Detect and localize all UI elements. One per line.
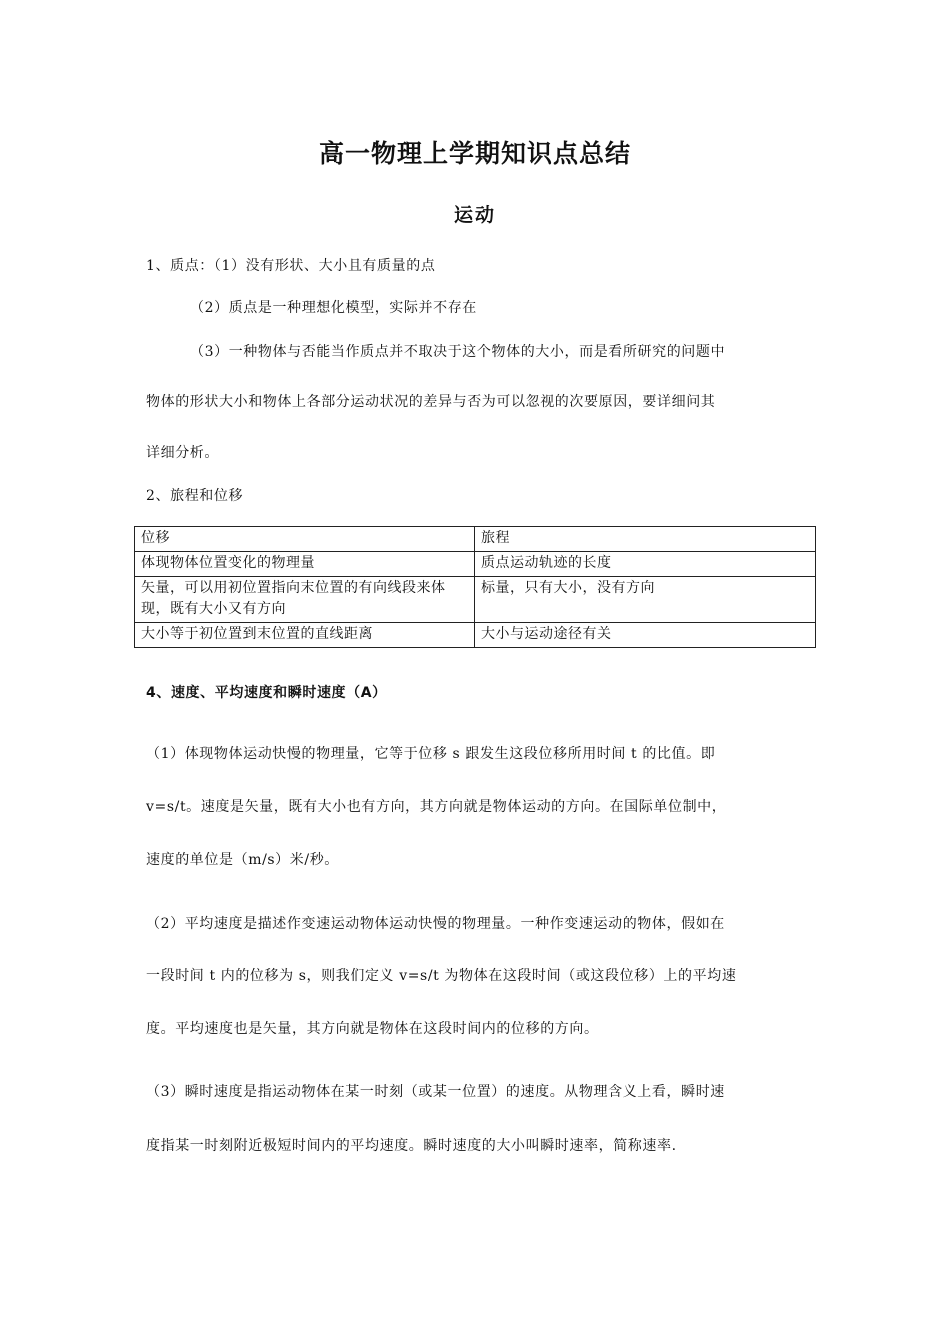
item1-line3: （3）一种物体与否能当作质点并不取决于这个物体的大小，而是看所研究的问题中 — [190, 344, 726, 360]
table-cell: 大小与运动途径有关 — [475, 623, 816, 648]
item2-heading: 2、旅程和位移 — [146, 488, 244, 504]
table-row — [135, 577, 816, 623]
table-cell: 大小等于初位置到末位置的直线距离 — [135, 623, 475, 648]
table-header-row — [135, 527, 816, 552]
item4-p3-line2: 度指某一时刻附近极短时间内的平均速度。瞬时速度的大小叫瞬时速率，简称速率. — [146, 1138, 677, 1154]
item1-line4: 物体的形状大小和物体上各部分运动状况的差异与否为可以忽视的次要原因，要详细问其 — [146, 394, 716, 410]
item4-p1-line1: （1）体现物体运动快慢的物理量，它等于位移 s 跟发生这段位移所用时间 t 的比值。即 — [146, 746, 716, 762]
table-row — [135, 552, 816, 577]
item1-line2: （2）质点是一种理想化模型，实际并不存在 — [190, 300, 477, 316]
table-row — [135, 623, 816, 648]
item4-p3-line1: （3）瞬时速度是指运动物体在某一时刻（或某一位置）的速度。从物理含义上看，瞬时速 — [146, 1084, 725, 1100]
table-cell: 质点运动轨迹的长度 — [475, 552, 816, 577]
table-cell: 体现物体位置变化的物理量 — [135, 552, 475, 577]
section-title: 运动 — [453, 204, 496, 226]
document-title: 高一物理上学期知识点总结 — [318, 139, 631, 168]
item4-p1-line3: 速度的单位是（m/s）米/秒。 — [146, 852, 339, 868]
item1-line1: 1、质点：（1）没有形状、大小且有质量的点 — [146, 258, 436, 274]
item1-line5: 详细分析。 — [146, 445, 219, 461]
item4-p1-line2: v=s/t。速度是矢量，既有大小也有方向，其方向就是物体运动的方向。在国际单位制中， — [146, 799, 727, 815]
item4-p2-line2: 一段时间 t 内的位移为 s，则我们定义 v=s/t 为物体在这段时间（或这段位移）上的平均速 — [146, 968, 737, 984]
table-cell: 矢量，可以用初位置指向末位置的有向线段来体现，既有大小又有方向 — [135, 577, 475, 623]
item4-heading: 4、速度、平均速度和瞬时速度（A） — [146, 685, 387, 701]
item4-p2-line1: （2）平均速度是描述作变速运动物体运动快慢的物理量。一种作变速运动的物体，假如在 — [146, 916, 725, 932]
table-header-cell: 旅程 — [475, 527, 816, 552]
item4-p2-line3: 度。平均速度也是矢量，其方向就是物体在这段时间内的位移的方向。 — [146, 1021, 599, 1037]
table-header-cell: 位移 — [135, 527, 475, 552]
table-cell: 标量，只有大小，没有方向 — [475, 577, 816, 623]
displacement-distance-table — [134, 526, 816, 648]
